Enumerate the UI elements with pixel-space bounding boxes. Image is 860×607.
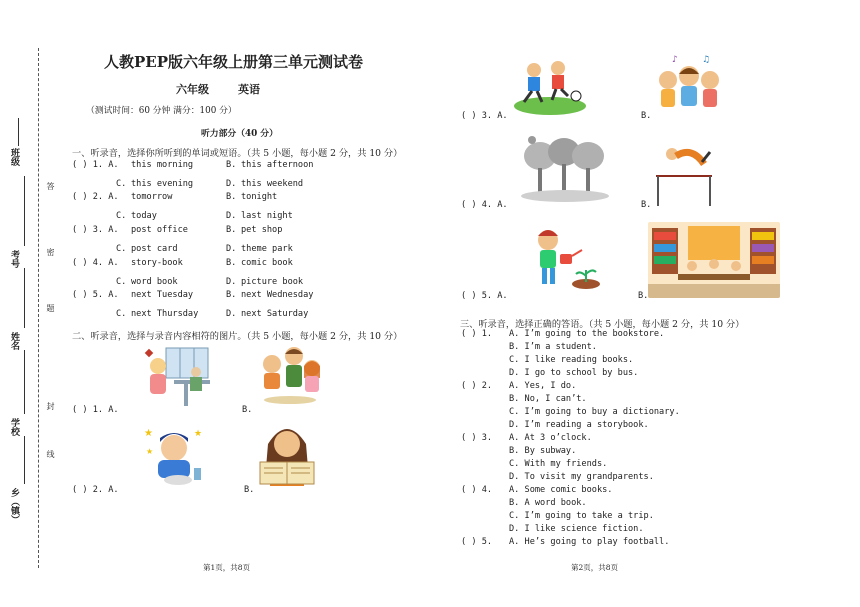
- svg-text:♫: ♫: [702, 55, 711, 65]
- margin-line: [18, 118, 19, 146]
- s1-option-label: B.: [226, 225, 237, 235]
- s1-option-text: this afternoon: [241, 160, 314, 170]
- s3-answer-option: C. I’m going to take a trip.: [509, 511, 654, 521]
- section2-heading: 二、听录音，选择与录音内容相符的图片。（共 5 小题，每小题 2 分，共 10 分）: [72, 331, 403, 342]
- s1-option-label: D.: [226, 309, 237, 319]
- test-info: （测试时间：60 分钟 满分：100 分）: [86, 106, 237, 116]
- s3-answer-option: C. I’m going to buy a dictionary.: [509, 407, 680, 417]
- s2-q2-label: ( ) 2. A.: [72, 485, 119, 495]
- s3-answer-option: B. No, I can’t.: [509, 394, 587, 404]
- seal-char: 线: [46, 450, 55, 458]
- library-scene-image: [648, 222, 780, 298]
- margin-label-name: 姓名: [9, 332, 19, 350]
- s2-q3-label: ( ) 3. A.: [461, 111, 508, 121]
- s1-option-text: tomorrow: [131, 192, 173, 202]
- margin-underline: [24, 436, 25, 484]
- s1-option-label: ( ) 1. A.: [72, 160, 119, 170]
- margin-label-school: 学校: [9, 418, 19, 436]
- s1-option-text: this weekend: [241, 179, 304, 189]
- s1-option-text: story-book: [131, 258, 183, 268]
- seal-char: 封: [46, 402, 55, 410]
- seal-char: 题: [46, 304, 55, 312]
- s1-option-label: B.: [226, 160, 237, 170]
- margin-underline: [24, 176, 25, 246]
- girl-at-computer-image: [140, 344, 212, 410]
- s3-answer-option: B. A word book.: [509, 498, 587, 508]
- s1-option-label: B.: [226, 192, 237, 202]
- s3-answer-option: B. By subway.: [509, 446, 577, 456]
- s3-answer-option: C. With my friends.: [509, 459, 608, 469]
- s3-question-number: ( ) 2.: [461, 381, 493, 391]
- girl-reading-image: [256, 418, 318, 494]
- svg-text:♪: ♪: [672, 55, 678, 65]
- high-jump-image: [650, 140, 718, 208]
- seal-char: 密: [46, 248, 55, 256]
- s1-option-label: ( ) 2. A.: [72, 192, 119, 202]
- s1-option-label: D.: [226, 244, 237, 254]
- s1-option-text: picture book: [241, 277, 304, 287]
- s2-q5-label: ( ) 5. A.: [461, 291, 508, 301]
- s1-option-label: ( ) 4. A.: [72, 258, 119, 268]
- s2-q5-b-label: B.: [638, 291, 649, 301]
- s1-option-text: theme park: [241, 244, 293, 254]
- section3-heading: 三、听录音，选择正确的答语。（共 5 小题，每小题 2 分，共 10 分）: [460, 319, 745, 330]
- s2-q2-b-label: B.: [244, 485, 255, 495]
- s3-answer-option: A. Yes, I do.: [509, 381, 577, 391]
- s3-answer-option: A. He’s going to play football.: [509, 537, 670, 547]
- subject-label: 英语: [238, 83, 260, 96]
- paper-title: 人教PEP版六年级上册第三单元测试卷: [104, 53, 363, 71]
- s1-option-label: ( ) 5. A.: [72, 290, 119, 300]
- s1-option-label: B.: [226, 290, 237, 300]
- s1-option-text: tonight: [241, 192, 278, 202]
- s1-option-label: C.: [116, 309, 127, 319]
- s3-question-number: ( ) 1.: [461, 329, 493, 339]
- s3-answer-option: D. I like science fiction.: [509, 524, 644, 534]
- s3-question-number: ( ) 5.: [461, 537, 493, 547]
- s1-option-text: next Thursday: [131, 309, 199, 319]
- s3-answer-option: D. I’m reading a storybook.: [509, 420, 649, 430]
- s1-option-label: ( ) 3. A.: [72, 225, 119, 235]
- margin-label-class: 班级: [9, 148, 19, 166]
- s2-q1-b-label: B.: [242, 405, 253, 415]
- footer-page-right: 第2页，共8页: [571, 563, 619, 572]
- s1-option-label: C.: [116, 244, 127, 254]
- boys-playing-football-image: [512, 58, 588, 116]
- s1-option-label: D.: [226, 179, 237, 189]
- s3-question-number: ( ) 4.: [461, 485, 493, 495]
- trees-sketch-image: [520, 134, 610, 204]
- s1-option-label: B.: [226, 258, 237, 268]
- s1-option-text: this morning: [131, 160, 194, 170]
- s3-question-number: ( ) 3.: [461, 433, 493, 443]
- s2-q3-b-label: B.: [641, 111, 652, 121]
- s3-answer-option: B. I’m a student.: [509, 342, 597, 352]
- s1-option-text: comic book: [241, 258, 293, 268]
- binding-dashed-line: [38, 48, 39, 568]
- s3-answer-option: C. I like reading books.: [509, 355, 634, 365]
- s1-option-text: today: [131, 211, 157, 221]
- kids-playing-image: [254, 344, 328, 408]
- s1-option-label: C.: [116, 179, 127, 189]
- s1-option-text: next Wednesday: [241, 290, 314, 300]
- listening-part-heading: 听力部分（40 分）: [201, 129, 278, 139]
- svg-text:★: ★: [146, 447, 154, 456]
- s2-q4-label: ( ) 4. A.: [461, 200, 508, 210]
- seal-char: 答: [46, 182, 55, 190]
- margin-label-township: 乡（镇）: [9, 488, 19, 524]
- s3-answer-option: A. At 3 o’clock.: [509, 433, 592, 443]
- s1-option-text: pet shop: [241, 225, 283, 235]
- grade-label: 六年级: [176, 83, 209, 96]
- margin-underline: [24, 268, 25, 328]
- s1-option-label: D.: [226, 277, 237, 287]
- s1-option-text: post office: [131, 225, 188, 235]
- s1-option-text: word book: [131, 277, 178, 287]
- s1-option-text: next Saturday: [241, 309, 309, 319]
- s1-option-text: this evening: [131, 179, 194, 189]
- s2-q1-label: ( ) 1. A.: [72, 405, 119, 415]
- s1-option-text: last night: [241, 211, 293, 221]
- s1-option-text: post card: [131, 244, 178, 254]
- s1-option-text: next Tuesday: [131, 290, 194, 300]
- s1-option-label: D.: [226, 211, 237, 221]
- footer-page-left: 第1页，共8页: [203, 563, 251, 572]
- svg-text:★: ★: [144, 428, 153, 439]
- s3-answer-option: A. I’m going to the bookstore.: [509, 329, 665, 339]
- margin-underline: [24, 350, 25, 414]
- s3-answer-option: D. I go to school by bus.: [509, 368, 639, 378]
- s2-q4-b-label: B.: [641, 200, 652, 210]
- s3-answer-option: D. To visit my grandparents.: [509, 472, 654, 482]
- boy-watering-plant-image: [526, 224, 602, 292]
- svg-text:★: ★: [194, 429, 203, 439]
- margin-label-exam-number: 考号: [9, 250, 19, 268]
- s1-option-label: C.: [116, 277, 127, 287]
- kids-singing-image: [652, 52, 726, 116]
- section1-heading: 一、听录音，选择你所听到的单词或短语。（共 5 小题，每小题 2 分，共 10 分）: [72, 148, 403, 159]
- s1-option-label: C.: [116, 211, 127, 221]
- s3-answer-option: A. Some comic books.: [509, 485, 613, 495]
- boy-thinking-image: [140, 422, 210, 492]
